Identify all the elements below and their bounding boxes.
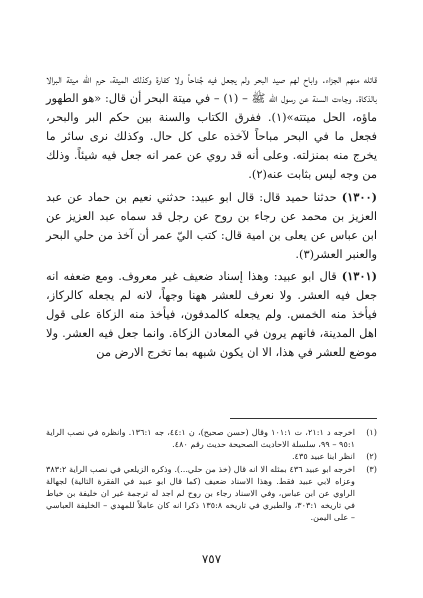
footnote-divider xyxy=(230,418,377,419)
main-text xyxy=(46,70,377,362)
hadith-1301 xyxy=(46,267,377,362)
footnote-mark: (٢) xyxy=(366,451,377,462)
footnote-text: اخرجه ابو عبيد ٤٣٦ بمثله الا انه قال (خذ من حلي...). وذكره الزيلعي في نصب الراية ٣٨٣:٢ وعزاه لابي عبيد فقط. وهذا الاسناد ضعيف (كما قال ابو عبيد في الفقرة التالية) لجهالة الراوي عن ابن عباس، وفي الاسناد رجاء بن روح لم اجد له ترجمة غير ان خليفة بن خياط في تاريخه ٣٠٣:١، والطبري في تاريخه ١٣٥:٨ ذكرا انه كان عاملاً للمهدي – الخليفة العباسي – على اليمن. xyxy=(46,463,355,523)
footnote-text: اخرجه د ٢١:١، ت ١٠١:١ وقال (حسن صحيح)، ن ٤٤:١، جه ١٣٦:١. وانظره في نصب الراية ٩٥:١ – ٩٩، سلسلة الاحاديث الصحيحة حديث رقم ٤٨٠. xyxy=(46,427,355,450)
hadith-number: (١٣٠٠) xyxy=(341,189,377,204)
footnote-mark: (١) xyxy=(366,427,377,437)
footnote-text: انظر ابنا عبيد ٤٣٥. xyxy=(291,451,355,462)
footnote xyxy=(46,450,377,462)
hadith-1300 xyxy=(46,188,377,264)
footnote xyxy=(46,463,377,524)
hadith-text: قال ابو عبيد: وهذا إسناد ضعيف غير معروف. ومع ضعفه انه جعل فيه العشر. ولا نعرف للعشر ههنا وجهاً، لانه لم يجعله كالركاز، فيأخذ منه الخمس. ولم يجعله كالمدفون، فيأخذ منه الزكاة على قول اهل المدينة، فانهم يرون في المعادن الزكاة. وانما جعل فيه العشر. ولا موضع للعشر في هذا، الا ان يكون شبهه بما تخرج الارض من xyxy=(46,268,377,360)
footnotes xyxy=(46,426,377,524)
paragraph-continuation: قاتله منهم الجزاء. واباح لهم صيد البحر ولم يجعل فيه جُناحاً ولا كفارة وكذلك الميتة، حرم الله ميتة البرالا بالذكاة. وجاءت السنة عن رسول الله ﷺ – (١) – في ميتة البحر أن قال: «هو الطهور ماؤه، الحل ميتته»(١). ففرق الكتاب والسنة بين حكم البر والبحر، فجعل ما في البحر مباحاً لآخذه على كل حال. وكذلك نرى سائر ما يخرج منه بمنزلته. وعلى أنه قد روي عن عمر انه جعل فيه شيئاً. وذلك من وجه ليس بثابت عنه(٢). xyxy=(46,72,377,182)
page-number: ٧٥٧ xyxy=(201,552,222,566)
hadith-text: حدثنا حميد قال: قال ابو عبيد: حدثني نعيم بن حماد عن عبد العزيز بن محمد عن رجاء بن روح عن رجل قد سماه عبد العزيز عن ابن عباس عن يعلى بن امية قال: كتب اليّ عمر أن آخذ من حلي البحر والعنبر العشر(٣). xyxy=(46,189,377,261)
footnote xyxy=(46,426,377,450)
footnote-mark: (٣) xyxy=(366,463,377,474)
hadith-number: (١٣٠١) xyxy=(341,268,377,283)
